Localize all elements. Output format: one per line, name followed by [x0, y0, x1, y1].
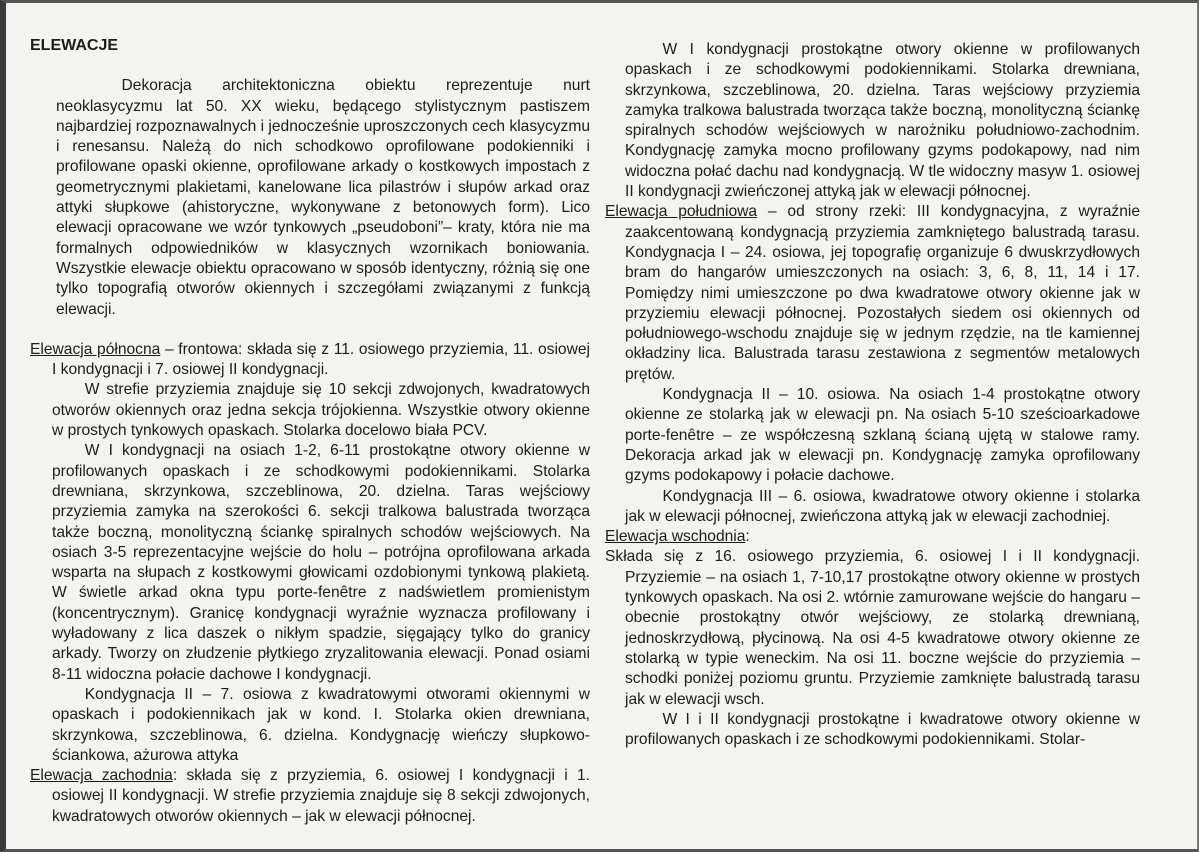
right-column	[605, 40, 1140, 750]
intro-paragraph: Dekoracja architektoniczna obiektu reprezentuje nurt neoklasycyzmu lat 50. XX wieku, będącego stylistycznym pastiszem najbardziej rozpoznawalnych i jednocześnie uproszczonych cech klasycyzmu i renesansu. Należą do nich schodkowo oprofilowane podokienniki i profilowane opaski okienne, oprofilowane arkady o kostkowych impostach z geometrycznymi plakietami, kanelowane lica pilastrów i słupów arkad oraz attyki słupkowe (ahistoryczne, wykonywane z betonowych form). Lico elewacji opracowane we wzór tynkowych „pseudoboni”– kraty, która nie ma formalnych odpowiedników w klasycznych wzornikach boniowania. Wszystkie elewacje obiektu opracowano w sposób identyczny, różnią się one tylko topografią otworów okiennych i szczegółami związanymi z funkcją elewacji.	[56, 77, 590, 318]
north-elevation-lead	[30, 340, 590, 381]
north-paragraph-1: W strefie przyziemia znajduje się 10 sekcji zdwojonych, kwadratowych otworów okiennych oraz jedna sekcja trójokienna. Wszystkie otwory okienne w prostych tynkowych opaskach. Stolarka docelowo biała PCV.	[52, 381, 590, 440]
east-heading-colon: :	[745, 528, 750, 546]
east-paragraph-2: W I i II kondygnacji prostokątne i kwadratowe otwory okienne w profilowanych opaskach i ze schodkowymi podokiennikami. Stolar-	[625, 710, 1140, 749]
west-continuation: W I kondygnacji prostokątne otwory okienne w profilowanych opaskach i ze schodkowymi podokiennikami. Stolarka drewniana, skrzynkowa, szczeblinowa, 20. dzielna. Taras wejściowy przyziemia zamyka tralkowa balustrada tworząca także boczną, monolityczną ściankę spiralnych schodów wejściowych w narożniku południowo-zachodnim. Kondygnację zamyka mocno profilowany gzyms podokapowy, nad nim widoczna połać dachu nad kondygnacją. W tle widoczny masyw 1. osiowej II kondygnacji zwieńczonej attyką jak w elewacji północnej.	[625, 41, 1140, 201]
south-lead-text: – od strony rzeki: III kondygnacyjna, z wyraźnie zaakcentowaną kondygnacją przyziemia zamkniętego balustradą tarasu. Kondygnacja I – 24. osiowa, jej topografię organizuje 6 dwuskrzydłowych bram do hangarów umieszczonych na osiach: 3, 6, 8, 11, 14 i 17. Pomiędzy nimi umieszczone po dwa kwadratowe otwory okienne jak w przyziemiu elewacji północnej. Pozostałych siedem osi okiennych od południowego-wschodu znajduje się w jednym rzędzie, na tle kamiennej okładziny lica. Balustrada tarasu zestawiona z segmentów metalowych prętów.	[625, 203, 1141, 383]
west-elevation-heading: Elewacja zachodnia	[30, 767, 173, 785]
west-lead-text: : składa się z przyziemia, 6. osiowej I kondygnacji i 1. osiowej II kondygnacji. W strefie przyziemia znajduje się 8 sekcji zdwojonych, kwadratowych otworów okiennych – jak w elewacji północnej.	[52, 767, 590, 825]
south-paragraph-3: Kondygnacja III – 6. osiowa, kwadratowe otwory okienne i stolarka jak w elewacji północnej, zwieńczona attyką jak w elewacji zachodniej.	[625, 487, 1140, 525]
section-title: ELEWACJE	[30, 37, 119, 54]
east-elevation-title	[605, 527, 1140, 547]
south-elevation-lead	[605, 202, 1140, 385]
east-elevation-lead: Składa się z 16. osiowego przyziemia, 6. osiowej I i II kondygnacji. Przyziemie – na osiach 1, 7-10,17 prostokątne otwory okienne w prostych tynkowych opaskach. Na osi 2. wtórnie zamurowane wejście do hangaru – obecnie prostokątny otwór wejściowy, ze stolarką drewnianą, jednoskrzydłową, płycinową. Na osi 4-5 kwadratowe otwory okienne ze stolarką w typie weneckim. Na osi 11. boczne wejście do przyziemia – schodki poniżej poziomu gruntu. Przyziemie zamknięte balustradą tarasu jak w elewacji wsch.	[605, 548, 1140, 708]
south-paragraph-2: Kondygnacja II – 10. osiowa. Na osiach 1-4 prostokątne otwory okienne ze stolarką jak w elewacji pn. Na osiach 5-10 sześcioarkadowe porte-fenêtre – ze współczesną szklaną ścianą ujętą w stalowe ramy. Dekoracja arkad jak w elewacji pn. Kondygnację zamyka oprofilowany gzyms podokapowy i połacie dachowe.	[625, 386, 1140, 485]
north-elevation-heading: Elewacja północna	[30, 340, 161, 358]
left-column	[30, 36, 590, 827]
south-elevation-heading: Elewacja południowa	[605, 203, 758, 221]
north-lead-text: – frontowa: składa się z 11. osiowego przyziemia, 11. osiowej I kondygnacji i 7. osiowej II kondygnacji.	[52, 340, 590, 379]
north-paragraph-2: W I kondygnacji na osiach 1-2, 6-11 prostokątne otwory okienne w profilowanych opaskach i ze schodkowymi podokiennikami. Stolarka drewniana, skrzynkowa, szczeblinowa, 20. dzielna. Taras wejściowy przyziemia zamyka na szerokości 6. sekcji tralkowa balustrada tworząca także boczną, monolityczną ściankę spiralnych schodów wejściowych. Na osiach 3-5 reprezentacyjne wejście do holu – potrójna oprofilowana arkada wsparta na słupach z kostkowymi głowicami ozdobionymi tynkową plakietą. W świetle arkad okna typu porte-fenêtre z nadświetlem promienistym (koncentrycznym). Granicę kondygnacji wyraźnie wyznacza profilowany i wyładowany z lica daszek o nikłym spadzie, sięgający tylko do granicy arkady. Tworzy on złudzenie płytkiego zryzalitowania elewacji. Ponad osiami 8-11 widoczna połacie dachowe I kondygnacji.	[52, 442, 590, 683]
north-paragraph-3: Kondygnacja II – 7. osiowa z kwadratowymi otworami okiennymi w opaskach i podokiennikach jak w kond. I. Stolarka okien drewniana, skrzynkowa, szczeblinowa, 6. dzielna. Kondygnację wieńczy słupkowo-ściankowa, ażurowa attyka	[52, 685, 590, 764]
west-elevation-lead	[30, 766, 590, 827]
east-elevation-heading: Elewacja wschodnia	[605, 528, 746, 546]
